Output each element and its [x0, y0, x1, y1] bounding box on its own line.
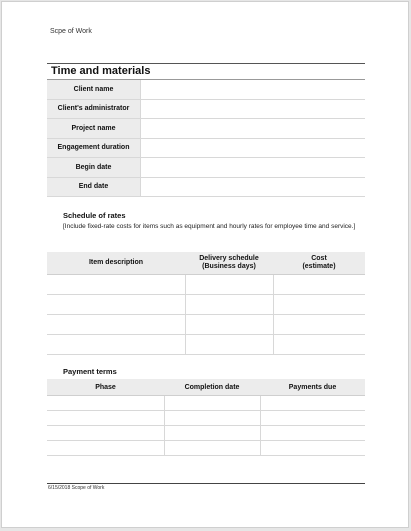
column-header-cost: Cost (estimate) — [273, 252, 365, 275]
table-cell[interactable] — [47, 295, 185, 315]
table-cell[interactable] — [164, 411, 260, 426]
section-title-schedule: Schedule of rates — [63, 211, 126, 220]
section-title-time-materials: Time and materials — [51, 65, 151, 77]
table-row — [47, 158, 365, 178]
column-header-payments-due: Payments due — [260, 379, 365, 396]
table-cell[interactable] — [260, 411, 365, 426]
schedule-of-rates-table — [47, 252, 365, 355]
table-row — [47, 80, 365, 99]
table-cell[interactable] — [164, 396, 260, 411]
field-label: Project name — [47, 119, 141, 139]
table-cell[interactable] — [260, 396, 365, 411]
table-cell[interactable] — [164, 441, 260, 456]
table-cell[interactable] — [47, 426, 164, 441]
column-header-delivery: Delivery schedule (Business days) — [185, 252, 273, 275]
table-cell[interactable] — [185, 295, 273, 315]
title-top-rule — [47, 63, 365, 64]
table-cell[interactable] — [47, 335, 185, 355]
table-cell[interactable] — [273, 315, 365, 335]
table-cell[interactable] — [47, 411, 164, 426]
table-row — [47, 138, 365, 158]
table-row — [47, 275, 365, 295]
table-row — [47, 99, 365, 119]
column-header-item: Item description — [47, 252, 185, 275]
table-cell[interactable] — [273, 275, 365, 295]
section-title-payment: Payment terms — [63, 367, 117, 376]
field-label: Client name — [47, 80, 141, 99]
project-name-field[interactable] — [141, 119, 366, 139]
table-cell[interactable] — [273, 335, 365, 355]
field-label: Client's administrator — [47, 99, 141, 119]
client-administrator-field[interactable] — [141, 99, 366, 119]
table-header-row — [47, 252, 365, 275]
column-header-phase: Phase — [47, 379, 164, 396]
begin-date-field[interactable] — [141, 158, 366, 178]
field-label: End date — [47, 177, 141, 197]
client-name-field[interactable] — [141, 80, 366, 99]
schedule-note: [Include fixed-rate costs for items such as equipment and hourly rates for employee time and service.] — [63, 223, 356, 230]
table-row — [47, 335, 365, 355]
table-cell[interactable] — [47, 275, 185, 295]
table-header-row — [47, 379, 365, 396]
field-label: Begin date — [47, 158, 141, 178]
column-header-completion-date: Completion date — [164, 379, 260, 396]
table-row — [47, 441, 365, 456]
table-row — [47, 396, 365, 411]
page-footer: 6/15/2018 Scope of Work — [48, 485, 105, 491]
table-cell[interactable] — [260, 426, 365, 441]
footer-rule — [47, 483, 365, 484]
table-cell[interactable] — [185, 315, 273, 335]
table-row — [47, 119, 365, 139]
table-cell[interactable] — [185, 335, 273, 355]
table-cell[interactable] — [47, 315, 185, 335]
table-row — [47, 315, 365, 335]
engagement-duration-field[interactable] — [141, 138, 366, 158]
table-cell[interactable] — [164, 426, 260, 441]
table-cell[interactable] — [185, 275, 273, 295]
table-cell[interactable] — [273, 295, 365, 315]
project-info-table — [47, 80, 365, 197]
document-header: Scpe of Work — [50, 28, 92, 35]
table-cell[interactable] — [47, 441, 164, 456]
end-date-field[interactable] — [141, 177, 366, 197]
field-label: Engagement duration — [47, 138, 141, 158]
table-row — [47, 426, 365, 441]
table-cell[interactable] — [260, 441, 365, 456]
document-page — [1, 1, 409, 528]
table-row — [47, 295, 365, 315]
payment-terms-table — [47, 379, 365, 456]
table-row — [47, 411, 365, 426]
table-cell[interactable] — [47, 396, 164, 411]
table-row — [47, 177, 365, 197]
